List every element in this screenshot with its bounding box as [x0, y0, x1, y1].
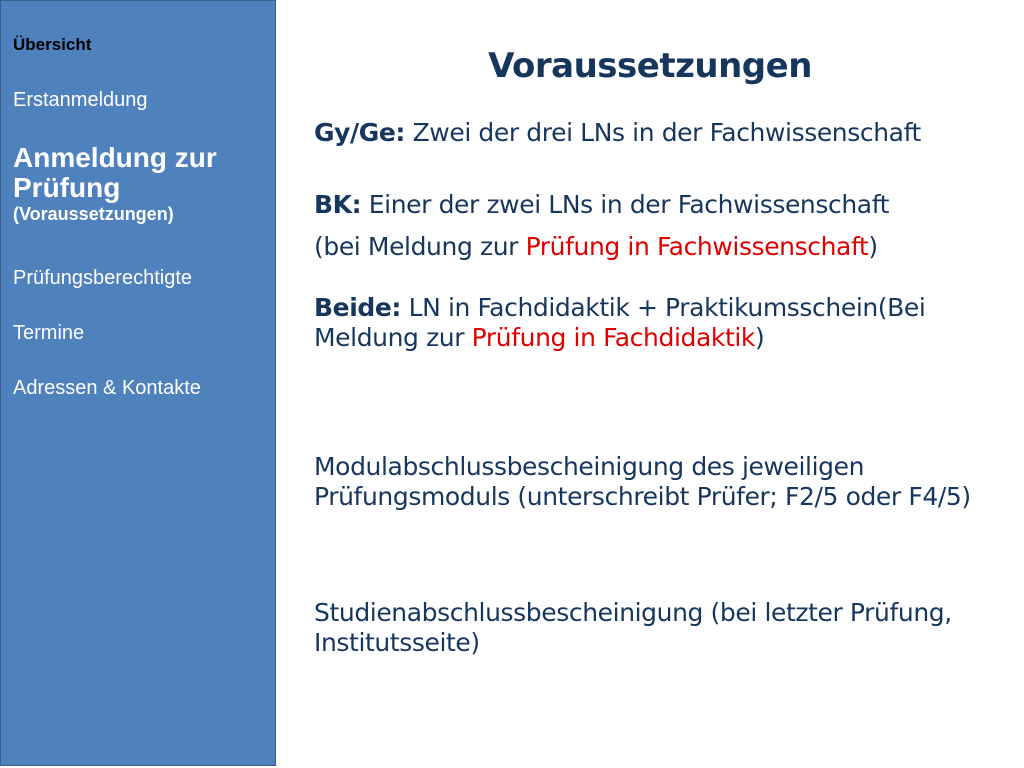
requirement-studienabschluss: Studienabschlussbescheinigung (bei letzter Prüfung, Institutsseite) — [314, 598, 952, 657]
bk-label: BK: — [314, 190, 362, 219]
beide-highlight: Prüfung in Fachdidaktik — [471, 323, 755, 352]
nav-item-overview[interactable]: Übersicht — [13, 35, 92, 54]
gyge-label: Gy/Ge: — [314, 118, 406, 147]
nav-item-anmeldung-active[interactable] — [13, 143, 275, 225]
nav-item-erstanmeldung[interactable]: Erstanmeldung — [13, 89, 148, 111]
requirement-modulabschluss: Modulabschlussbescheinigung des jeweiligen Prüfungsmoduls (unterschreibt Prüfer; F2/5 oder F4/5) — [314, 452, 971, 511]
requirement-gyge — [314, 118, 974, 148]
nav-item-adressen[interactable]: Adressen & Kontakte — [13, 377, 201, 399]
sidebar-nav — [0, 0, 276, 766]
nav-item-anmeldung-sublabel: (Voraussetzungen) — [13, 204, 174, 224]
meldung-highlight: Prüfung in Fachwissenschaft — [525, 232, 869, 261]
meldung-pre: (bei Meldung zur — [314, 232, 526, 261]
beide-text: LN in Fachdidaktik + Praktikumsschein(Bei Meldung zur — [314, 293, 926, 352]
requirement-meldung-note — [314, 232, 974, 262]
beide-label: Beide: — [314, 293, 402, 322]
beide-post: ) — [754, 323, 765, 352]
bk-text: Einer der zwei LNs in der Fachwissenschaft — [361, 190, 890, 219]
requirement-beide — [314, 293, 974, 353]
gyge-text: Zwei der drei LNs in der Fachwissenschaft — [405, 118, 921, 147]
nav-item-termine[interactable]: Termine — [13, 322, 85, 344]
nav-item-pruefungsberechtigte[interactable]: Prüfungsberechtigte — [13, 267, 193, 289]
slide-title: Voraussetzungen — [488, 46, 812, 86]
nav-item-anmeldung-label: Anmeldung zur Prüfung — [13, 142, 217, 203]
meldung-post: ) — [868, 232, 878, 261]
requirement-bk — [314, 190, 974, 220]
